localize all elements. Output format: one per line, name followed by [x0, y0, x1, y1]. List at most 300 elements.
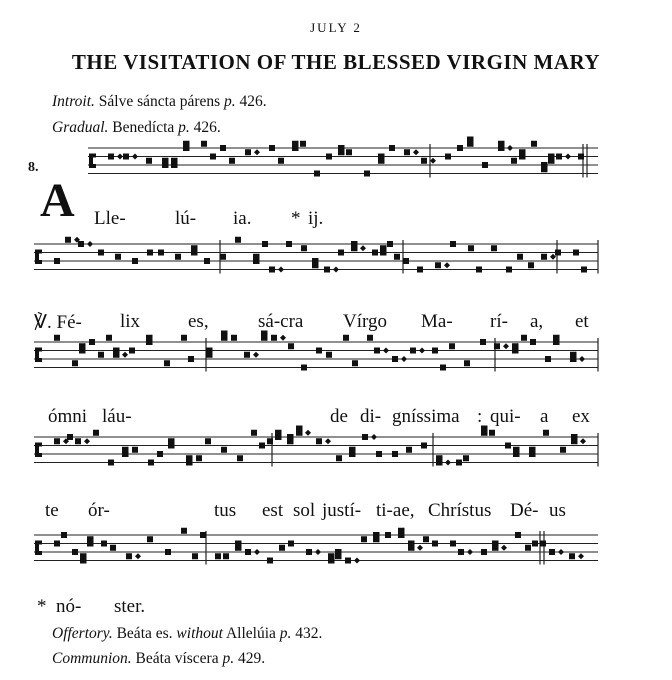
neume-rhombus [445, 460, 451, 466]
neume-note [512, 343, 518, 349]
neume-note [215, 553, 221, 559]
neume-note [432, 541, 438, 547]
neume-note [183, 141, 189, 147]
neume-note [468, 245, 474, 251]
neume-note [98, 250, 104, 256]
neume-note [231, 335, 237, 341]
neume-note [279, 545, 285, 551]
neume-note [108, 460, 114, 466]
communion-reference [52, 650, 265, 668]
neume-note [162, 158, 168, 164]
neume-note [200, 532, 206, 538]
neume-note [204, 258, 210, 264]
introit-page-prefix: p. [224, 93, 236, 110]
neume-note [515, 532, 521, 538]
neume-note [229, 158, 235, 164]
neume-note [122, 447, 128, 453]
neume-rhombus [122, 352, 128, 358]
neume-note [251, 430, 257, 436]
neume-rhombus [354, 558, 360, 564]
neume-note [440, 365, 446, 371]
neume-rhombus [413, 149, 419, 155]
neume-note [494, 343, 500, 349]
neume-note [205, 438, 211, 444]
neume-note [513, 447, 519, 453]
neume-note [467, 137, 473, 143]
lyric-word: sol [293, 500, 316, 521]
lyric-word: us [549, 500, 566, 521]
neume-note [181, 335, 187, 341]
neume-note [541, 254, 547, 260]
neume-note [288, 343, 294, 349]
neume-rhombus [132, 154, 138, 160]
neume-note [186, 455, 192, 461]
neume-note [78, 241, 84, 247]
neume-note [110, 545, 116, 551]
neume-note [301, 245, 307, 251]
lyric-word: ti-ae, [376, 500, 415, 521]
neume-note [267, 558, 273, 564]
neume-note [287, 434, 293, 440]
neume-rhombus [430, 158, 436, 164]
neume-note [525, 545, 531, 551]
lyric-word: qui- [490, 406, 521, 427]
neume-note [123, 154, 129, 160]
introit-page-number: 426. [239, 93, 267, 110]
lyric-word: Chrístus [428, 500, 492, 521]
neume-note [570, 352, 576, 358]
neume-note [519, 149, 525, 155]
lyric-word: láu- [102, 406, 132, 427]
neume-note [481, 549, 487, 555]
lyric-word: a [540, 406, 549, 427]
neume-rhombus [501, 545, 507, 551]
neume-note [245, 549, 251, 555]
neume-note [171, 158, 177, 164]
neume-note [343, 335, 349, 341]
lyric-word: ℣. Fé- [34, 312, 82, 333]
neume-note [175, 254, 181, 260]
neume-rhombus [333, 267, 339, 273]
neume-note [316, 348, 322, 354]
neume-note [192, 553, 198, 559]
lyric-word: di- [360, 406, 382, 427]
communion-text: Beáta víscera [135, 650, 219, 667]
gradual-page-number: 426. [193, 119, 221, 136]
neume-note [421, 158, 427, 164]
offertory-text2: Allelúia [225, 625, 276, 642]
neume-note [349, 447, 355, 453]
neume-rhombus [135, 553, 141, 559]
lyric-word: ex [572, 406, 590, 427]
neume-note [269, 267, 275, 273]
neume-note [491, 245, 497, 251]
neume-rhombus [278, 267, 284, 273]
clef-mark [35, 443, 42, 447]
clef-mark [35, 541, 42, 545]
neume-rhombus [507, 145, 513, 151]
lyric-word: Dé- [510, 500, 539, 521]
neume-rhombus [305, 430, 311, 436]
neume-note [367, 335, 373, 341]
neume-rhombus [254, 549, 260, 555]
neume-rhombus [325, 438, 331, 444]
neume-rhombus [580, 438, 586, 444]
neume-note [98, 352, 104, 358]
neume-note [450, 241, 456, 247]
lyric-word: Vírgo [343, 311, 387, 332]
neume-rhombus [360, 245, 366, 251]
neume-note [106, 335, 112, 341]
lyric-word: a, [530, 311, 544, 332]
gradual-label: Gradual. [52, 119, 109, 136]
lyric-word: te [45, 500, 59, 521]
neume-note [259, 443, 265, 449]
neume-note [553, 335, 559, 341]
gradual-page-prefix: p. [178, 119, 190, 136]
neume-note [463, 455, 469, 461]
neume-note [476, 267, 482, 273]
neume-note [72, 360, 78, 366]
lyric-word: tus [214, 500, 237, 521]
neume-note [436, 455, 442, 461]
neume-note [345, 558, 351, 564]
offertory-without: without [176, 625, 223, 642]
neume-note [267, 438, 273, 444]
neume-note [532, 541, 538, 547]
neume-rhombus [117, 154, 123, 160]
neume-note [408, 541, 414, 547]
neume-note [406, 447, 412, 453]
neume-note [188, 356, 194, 362]
lyric-asterisk: * [291, 208, 301, 229]
clef-mark [89, 154, 96, 158]
neume-note [385, 532, 391, 538]
neume-note [296, 426, 302, 432]
neume-note [80, 553, 86, 559]
neume-note [54, 258, 60, 264]
lyric-word: gníssima [392, 406, 460, 427]
neume-rhombus [401, 356, 407, 362]
neume-note [362, 434, 368, 440]
neume-note [253, 254, 259, 260]
neume-note [387, 241, 393, 247]
neume-note [445, 154, 451, 160]
neume-note [389, 145, 395, 151]
gradual-text: Benedícta [112, 119, 175, 136]
neume-note [269, 145, 275, 151]
neume-note [244, 352, 250, 358]
neume-note [288, 541, 294, 547]
neume-note [271, 335, 277, 341]
neume-note [245, 149, 251, 155]
neume-note [457, 145, 463, 151]
neume-rhombus [84, 438, 90, 444]
neume-note [403, 258, 409, 264]
neume-note [237, 455, 243, 461]
lyric-word: ór- [88, 500, 110, 521]
neume-note [147, 536, 153, 542]
neume-note [75, 438, 81, 444]
neume-note [65, 237, 71, 243]
neume-note [398, 528, 404, 534]
neume-rhombus [383, 348, 389, 354]
neume-note [300, 141, 306, 147]
neume-rhombus [417, 545, 423, 551]
neume-note [181, 528, 187, 534]
neume-note [464, 360, 470, 366]
neume-note [146, 335, 152, 341]
lyric-word: es, [188, 311, 209, 332]
neume-note [361, 536, 367, 542]
lyric-word: lix [120, 311, 141, 332]
neume-note [571, 434, 577, 440]
neume-note [132, 447, 138, 453]
neume-note [548, 154, 554, 160]
neume-note [286, 241, 292, 247]
neume-rhombus [467, 549, 473, 555]
neume-note [404, 149, 410, 155]
lyric-word: est [262, 500, 284, 521]
neume-note [191, 245, 197, 251]
clef-mark [35, 348, 42, 352]
neume-rhombus [315, 549, 321, 555]
neume-note [235, 237, 241, 243]
lyric-word: rí- [490, 311, 508, 332]
neume-note [480, 339, 486, 345]
neume-note [220, 145, 226, 151]
neume-note [326, 154, 332, 160]
neume-note [129, 348, 135, 354]
neume-note [372, 250, 378, 256]
neume-note [423, 536, 429, 542]
neume-note [126, 553, 132, 559]
communion-page-number: 429. [237, 650, 266, 667]
clef-mark [35, 250, 42, 254]
neume-note [392, 356, 398, 362]
neume-note [93, 430, 99, 436]
neume-note [578, 154, 584, 160]
clef-mark [35, 358, 42, 362]
neume-note [528, 262, 534, 268]
neume-note [196, 455, 202, 461]
offertory-label: Offertory. [52, 625, 113, 642]
neume-note [432, 348, 438, 354]
neume-note [292, 141, 298, 147]
neume-note [132, 258, 138, 264]
neume-rhombus [371, 434, 377, 440]
neume-note [201, 141, 207, 147]
lyric-word: nó- [56, 596, 82, 617]
neume-note [489, 430, 495, 436]
neume-note [157, 451, 163, 457]
neume-note [338, 250, 344, 256]
chant-number: 8. [28, 160, 39, 175]
offertory-page-prefix: p. [279, 625, 292, 642]
neume-note [352, 360, 358, 366]
neume-note [435, 262, 441, 268]
neume-note [113, 348, 119, 354]
neume-note [505, 443, 511, 449]
lyric-word: ij. [308, 208, 324, 229]
chant-initial: A [40, 174, 75, 227]
neume-note [87, 536, 93, 542]
lyric-word: et [575, 311, 589, 332]
neume-note [530, 339, 536, 345]
page-title: THE VISITATION OF THE BLESSED VIRGIN MARY [71, 50, 601, 74]
neume-note [560, 447, 566, 453]
neume-note [543, 430, 549, 436]
neume-note [545, 356, 551, 362]
clef-mark [89, 164, 96, 168]
neume-note [410, 348, 416, 354]
offertory-text: Beáta es. [116, 625, 173, 642]
neume-note [301, 365, 307, 371]
lyric-word: ia. [233, 208, 252, 229]
neume-rhombus [444, 262, 450, 268]
neume-note [61, 532, 67, 538]
neume-note [146, 158, 152, 164]
neume-note [556, 154, 562, 160]
lyric-word: ster. [114, 596, 146, 617]
neume-note [511, 158, 517, 164]
lyric-asterisk: * [37, 596, 47, 617]
neume-note [529, 447, 535, 453]
neume-note [392, 451, 398, 457]
neume-note [210, 154, 216, 160]
neume-note [573, 250, 579, 256]
neume-note [380, 245, 386, 251]
neume-note [449, 343, 455, 349]
neume-note [54, 438, 60, 444]
neume-note [235, 541, 241, 547]
neume-note [517, 254, 523, 260]
neume-note [482, 162, 488, 168]
neume-note [364, 171, 370, 177]
neume-note [206, 348, 212, 354]
neume-note [54, 335, 60, 341]
neume-note [306, 549, 312, 555]
neume-note [521, 335, 527, 341]
neume-note [346, 149, 352, 155]
neume-note [458, 549, 464, 555]
neume-note [421, 443, 427, 449]
lyric-word: Lle- [94, 208, 126, 229]
lyric-word: justí- [322, 500, 362, 521]
neume-note [555, 250, 561, 256]
neume-note [54, 541, 60, 547]
lyric-word: de [330, 406, 348, 427]
neume-note [115, 254, 121, 260]
neume-note [108, 154, 114, 160]
neume-note [314, 171, 320, 177]
neume-note [394, 254, 400, 260]
neume-rhombus [254, 149, 260, 155]
neume-note [374, 348, 380, 354]
neume-note [569, 553, 575, 559]
neume-rhombus [87, 241, 93, 247]
neume-note [221, 447, 227, 453]
neume-note [338, 145, 344, 151]
neume-note [541, 162, 547, 168]
introit-text: Sálve sáncta párens [98, 93, 221, 110]
neume-rhombus [503, 343, 509, 349]
neume-note [492, 541, 498, 547]
neume-note [326, 352, 332, 358]
neume-note [158, 250, 164, 256]
clef-mark [35, 453, 42, 457]
offertory-page-number: 432. [295, 625, 323, 642]
lyric-word: sá-cra [258, 311, 304, 332]
neume-note [278, 158, 284, 164]
neume-note [164, 360, 170, 366]
neume-note [89, 339, 95, 345]
neume-note [312, 258, 318, 264]
neume-note [335, 549, 341, 555]
neume-note [378, 154, 384, 160]
neume-note [147, 250, 153, 256]
neume-note [373, 532, 379, 538]
neume-note [275, 430, 281, 436]
communion-label: Communion. [52, 650, 132, 667]
neume-note [101, 541, 107, 547]
neume-note [456, 460, 462, 466]
neume-note [540, 541, 546, 547]
clef-mark [35, 551, 42, 555]
neume-note [168, 438, 174, 444]
neume-rhombus [565, 154, 571, 160]
neume-note [549, 549, 555, 555]
neume-rhombus [280, 335, 286, 341]
neume-note [316, 438, 322, 444]
lyric-word: Ma- [421, 311, 453, 332]
neume-note [376, 451, 382, 457]
lyric-word: : [477, 406, 483, 427]
neume-note [221, 331, 227, 337]
lyric-word: lú- [175, 208, 197, 229]
neume-note [581, 267, 587, 273]
neume-note [72, 549, 78, 555]
neume-note [67, 434, 73, 440]
neume-note [417, 267, 423, 273]
neume-rhombus [253, 352, 259, 358]
neume-note [336, 455, 342, 461]
introit-label: Introit. [52, 93, 95, 110]
neume-note [450, 541, 456, 547]
neume-note [324, 267, 330, 273]
neume-note [328, 553, 334, 559]
neume-note [220, 254, 226, 260]
neume-rhombus [578, 553, 584, 559]
neume-note [351, 241, 357, 247]
neume-rhombus [419, 348, 425, 354]
neume-rhombus [558, 549, 564, 555]
lyric-word: ómni [48, 406, 88, 427]
neume-note [262, 241, 268, 247]
clef-mark [35, 260, 42, 264]
neume-note [79, 343, 85, 349]
page-date: JULY 2 [310, 20, 362, 35]
neume-note [506, 267, 512, 273]
neume-note [498, 141, 504, 147]
communion-page-prefix: p. [222, 650, 235, 667]
neume-note [223, 553, 229, 559]
neume-note [148, 460, 154, 466]
neume-rhombus [579, 356, 585, 362]
neume-note [531, 141, 537, 147]
offertory-reference [52, 625, 322, 643]
neume-note [165, 549, 171, 555]
